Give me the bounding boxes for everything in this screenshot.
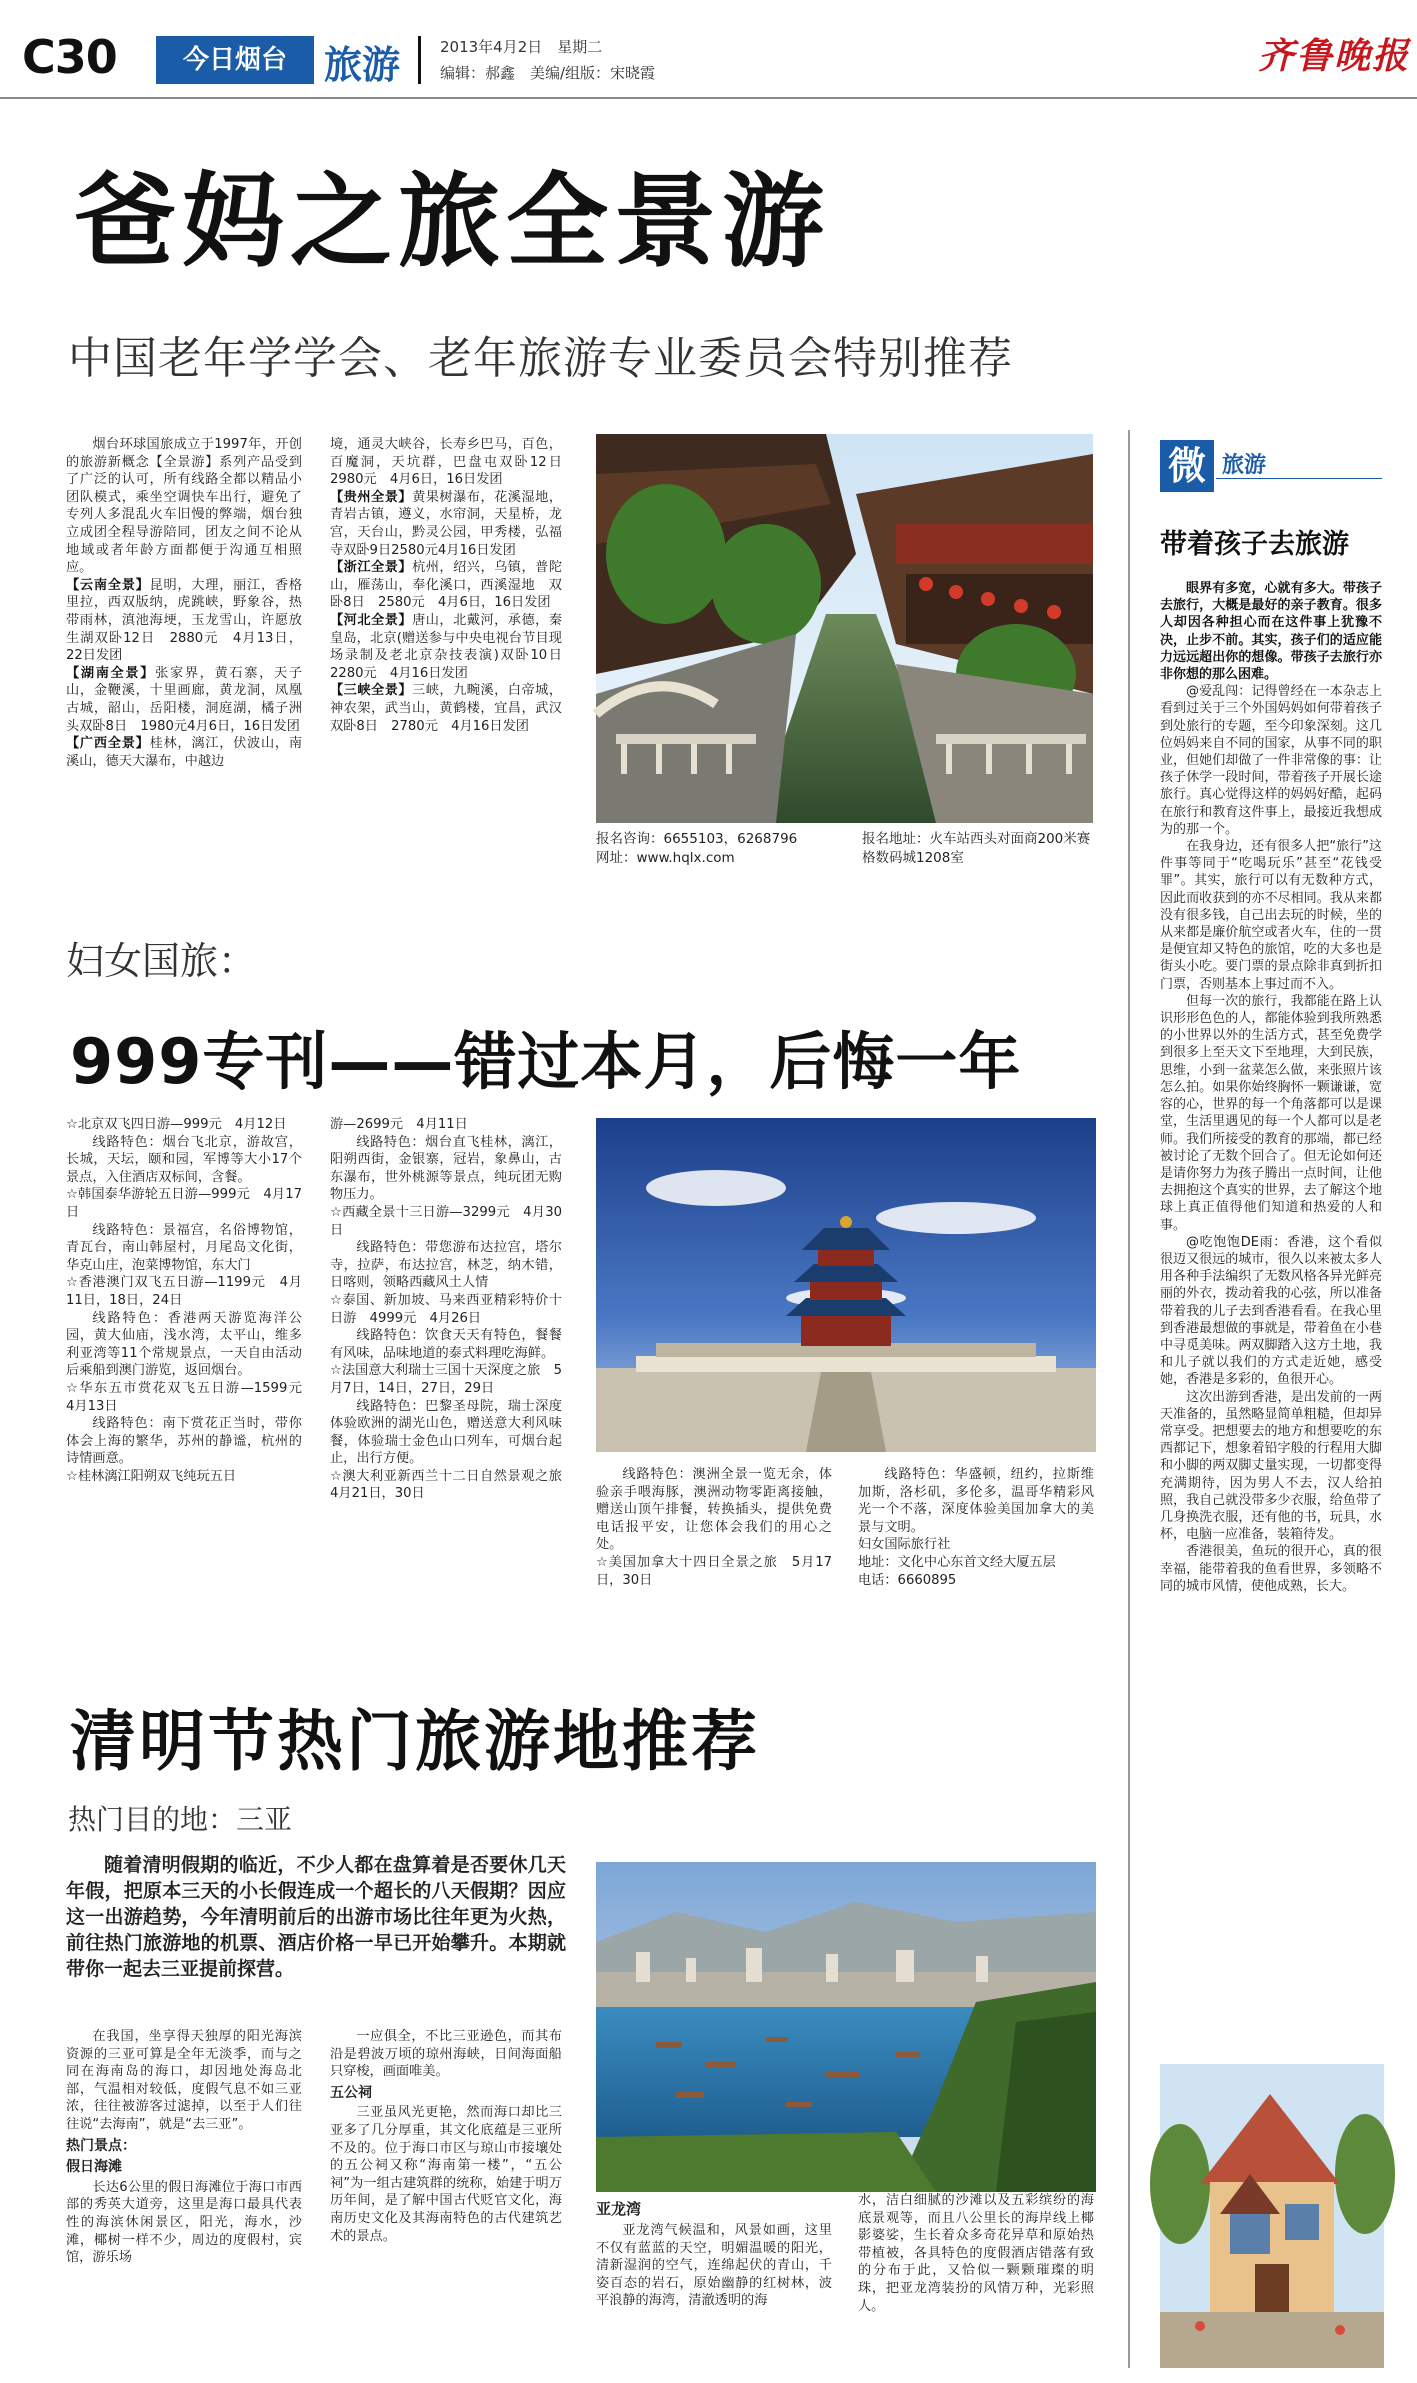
- tour-item[interactable]: ☆北京双飞四日游—999元 4月12日: [66, 1117, 287, 1132]
- lijiang-canal-illustration: [596, 434, 1093, 823]
- article3-kicker: 热门目的地：三亚: [68, 1803, 293, 1836]
- agency-name: 妇女国际旅行社: [858, 1537, 951, 1553]
- tour-features: 线路特色：饮食天天有特色，餐餐有风味，品味地道的泰式料理吃海鲜。: [330, 1328, 562, 1361]
- temple-of-heaven-illustration: [596, 1118, 1096, 1452]
- tour-item[interactable]: ☆华东五市赏花双飞五日游—1599元 4月13日: [66, 1380, 316, 1414]
- intro-paragraph: 烟台环球国旅成立于1997年，开创的旅游新概念【全景游】系列产品受到了广泛的认可，所有线路全都以精品小团队模式，乘坐空调快车出行，避免了专列人多混乱火车旧慢的弊端，烟台独立成团全程导游陪同，团友之间不论从地域或者年龄方面都便于沟通互相照应。: [66, 437, 302, 576]
- section-name: 旅游: [324, 43, 401, 87]
- body-paragraph: 亚龙湾气候温和，风景如画，这里不仅有蓝蓝的天空，明媚温暖的阳光，清新湿润的空气，连绵起伏的青山，千姿百态的岩石，原始幽静的红树林，波平浪静的海湾，清澈透明的海: [596, 2223, 832, 2309]
- article3-column-3: [596, 2222, 832, 2372]
- route-name: 【湖南全景】: [66, 665, 156, 681]
- tour-item[interactable]: ☆美国加拿大十四日全景之旅 5月17日，30日: [596, 1554, 832, 1588]
- tour-item[interactable]: ☆澳大利亚新西兰十二日自然景观之旅 4月21日，30日: [330, 1468, 576, 1502]
- tour-features: 线路特色：华盛顿，纽约，拉斯维加斯，洛杉矶，多伦多，温哥华精彩风光一个不落，深度体验美国加拿大的美景与文明。: [858, 1467, 1094, 1535]
- tour-item[interactable]: 游—2699元 4月11日: [330, 1117, 468, 1132]
- sidebar-badge: 微: [1160, 440, 1214, 492]
- sidebar-rule: [1216, 478, 1382, 479]
- sanya-bay-illustration: [596, 1862, 1096, 2192]
- route-name: 【三峡全景】: [330, 683, 413, 699]
- sidebar-paragraph: @爱乱闯：记得曾经在一本杂志上看到过关于三个外国妈妈如何带着孩子到处旅行的专题，至今印象深刻。这几位妈妈来自不同的国家，从事不同的职业，但她们却做了一件非常像的事：让孩子休学一段时间，带着孩子开展长途旅行。真心觉得这样的妈妈好酷，起码在旅行和教育这件事上，最接近我想成为的那一个。: [1160, 684, 1382, 837]
- agency-phone: 电话：6660895: [858, 1572, 957, 1588]
- tour-features: 线路特色：南下赏花正当时，带你体会上海的繁华，苏州的静谧，杭州的诗情画意。: [66, 1416, 302, 1467]
- article2-column-1: [66, 1116, 316, 1636]
- article2-title: 999专刊——错过本月，后悔一年: [70, 1025, 1022, 1098]
- tour-item[interactable]: ☆西藏全景十三日游—3299元 4月30日: [330, 1204, 562, 1238]
- sidebar-badge-text: 旅游: [1222, 453, 1267, 478]
- route-detail: 昆明，大理，丽江，香格里拉，西双版纳，虎跳峡，野象谷，热带雨林，滇池海埂，玉龙雪山，许愿放生湖双卧12日 2880元 4月13日，22日发团: [66, 577, 303, 664]
- photo-caption: 亚龙湾: [596, 2200, 642, 2218]
- route-detail: 桂林，漓江，伏波山，南溪山，德天大瀑布，中越边: [66, 736, 303, 769]
- temple-of-heaven-photo: [596, 1118, 1096, 1452]
- article1-subtitle: 中国老年学学会、老年旅游专业委员会特别推荐: [68, 333, 1013, 384]
- sidebar-paragraph: 这次出游到香港，是出发前的一两天准备的，虽然略显简单粗糙，但却异常享受。把想要去的地方和想要吃的东西都记下，想象着铅字般的行程用大脚和小脚的两双脚丈量实现，一切都变得充满期待，因为男人不去，汉人给拍照，我自己就没带多少衣服，给鱼带了几身换洗衣服，还有他的书，玩具，水杯，电脑一应准备，装箱待发。: [1160, 1389, 1382, 1543]
- tour-features: 线路特色：烟台飞北京，游故宫，长城，天坛，颐和园，军博等大小17个景点，入住酒店双标间，含餐。: [66, 1134, 302, 1185]
- subheading: 五公祠: [330, 2084, 372, 2101]
- article2-column-2: [330, 1116, 576, 1636]
- route-detail: 唐山，北戴河，承德，秦皇岛，北京(赠送参与中央电视台节目现场录制及老北京杂技表演)双卧10日2280元 4月16日发团: [330, 612, 563, 681]
- route-detail: 黄果树瀑布，花溪湿地，青岩古镇，遵义，水帘洞，天星桥，龙宫，天台山，黔灵公园，甲秀楼，弘福寺双卧9日2580元4月16日发团: [330, 489, 563, 558]
- article1-column-1: [66, 436, 302, 876]
- body-paragraph: 三亚虽风光更艳，然而海口却比三亚多了几分厚重，其文化底蕴是三亚所不及的。位于海口市区与琼山市接壤处的五公祠又称“海南第一楼”，“五公祠”为一组古建筑群的统称，始建于明万历年间，是了解中国古代贬官文化，海南历史文化及其海南特色的古代建筑艺术的景点。: [330, 2105, 562, 2244]
- signup-address: 报名地址：火车站西头对面商200米赛格数码城1208室: [862, 831, 1091, 866]
- sidebar-column: [1160, 580, 1382, 2050]
- body-paragraph: 水，洁白细腻的沙滩以及五彩缤纷的海底景观等，而且八公里长的海岸线上椰影婆娑，生长着众多奇花异草和原始热带植被，各具特色的度假酒店错落有致的分布于此，又恰似一颗颗璀璨的明珠，把亚龙湾装扮的风情万种，光彩照人。: [858, 2193, 1094, 2314]
- article3-column-1: [66, 2028, 302, 2368]
- route-name: 【贵州全景】: [330, 489, 413, 505]
- sidebar-paragraph: 香港很美，鱼玩的很开心，真的很幸福，能带着我的鱼看世界，多领略不同的城市风情，使他成熟，长大。: [1160, 1544, 1382, 1594]
- article1-column-2: [330, 436, 576, 876]
- article2-column-3: [596, 1466, 832, 1636]
- sidebar-lead: 眼界有多宽，心就有多大。带孩子去旅行，大概是最好的亲子教育。很多人却因各种担心而在这件事上犹豫不决，止步不前。其实，孩子们的适应能力远远超出你的想像。带孩子去旅行亦非你想的那么困难。: [1160, 581, 1382, 683]
- body-paragraph: 长达6公里的假日海滩位于海口市西部的秀英大道旁，这里是海口最具代表性的海滨休闲景区，阳光，海水，沙滩，椰树一样不少，周边的度假村，宾馆，游乐场: [66, 2179, 302, 2266]
- tour-item[interactable]: ☆香港澳门双飞五日游—1199元 4月11日，18日，24日: [66, 1275, 302, 1308]
- lijiang-canal-photo: [596, 434, 1093, 823]
- tour-features: 线路特色：景福宫，名俗博物馆，青瓦台，南山韩屋村，月尾岛文化街，华克山庄，泡菜博物馆，东大门: [66, 1222, 302, 1273]
- sidebar-paragraph: @吃饱饱DE雨：香港，这个看似很迈又很远的城市，很久以来被太多人用各种手法编织了无数风格各异光鲜亮丽的外衣，拨动着我的心弦，所以准备带着我的儿子去到香港看看。在我心里到香港最想做的事就是，带着鱼在小巷中寻觅美味。两双脚踏入这方土地，我和儿子就以我们的方式走近她，感受她，香港是多彩的，鱼很开心。: [1160, 1234, 1382, 1388]
- route-name: 【云南全景】: [66, 577, 150, 593]
- issue-date: 2013年4月2日 星期二: [440, 38, 603, 56]
- article3-column-4: [858, 2192, 1094, 2372]
- tour-features: 线路特色：巴黎圣母院，瑞士深度体验欧洲的湖光山色，赠送意大利风味餐，体验瑞士金色山口列车，可烟台起止，出行方便。: [330, 1398, 562, 1467]
- sidebar-paragraph: 在我身边，还有很多人把“旅行”这件事等同于“吃喝玩乐”甚至“花钱受罪”。其实，旅行可以有无数种方式，因此而收获到的亦不尽相同。我从来都没有很多钱，自己出去玩的时候，坐的从来都是廉价航空或者火车，住的一贯是便宜却又特色的旅馆，吃的大多也是街头小吃。要门票的景点除非真到折扣门票，否则基本上事过而不入。: [1160, 839, 1382, 992]
- tour-features: 线路特色：香港两天游览海洋公园，黄大仙庙，浅水湾，太平山，维多利亚湾等11个常规景点，一天自由活动后乘船到澳门游览，返回烟台。: [66, 1310, 302, 1379]
- article2-column-4: [858, 1466, 1094, 1636]
- tour-item[interactable]: ☆桂林漓江阳朔双飞纯玩五日: [66, 1468, 237, 1484]
- header-rule: [0, 97, 1417, 99]
- tour-features: 线路特色：带您游布达拉宫，塔尔寺，拉萨，布达拉宫，林芝，纳木错，日喀则，领略西藏风土人情: [330, 1240, 562, 1291]
- route-name: 【广西全景】: [66, 736, 150, 752]
- route-detail: 杭州，绍兴，乌镇，普陀山，雁荡山，奉化溪口，西溪湿地 双卧8日 2580元 4月6日，16日发团: [330, 560, 563, 611]
- newspaper-logo: 齐鲁晚报: [1258, 35, 1411, 77]
- route-name: 【河北全景】: [330, 612, 413, 628]
- body-paragraph: 在我国，坐享得天独厚的阳光海滨资源的三亚可算是全年无淡季，而与之同在海南岛的海口，却因地处海岛北部，气温相对较低，度假气息不如三亚浓，往往被游客过滤掉，以至于人们往往说“去海南”，就是“去三亚”。: [66, 2029, 302, 2132]
- subheading: 热门景点：: [66, 2137, 136, 2154]
- article3-lead: 随着清明假期的临近，不少人都在盘算着是否要休几天年假，把原本三天的小长假连成一个超长的八天假期？因应这一出游趋势，今年清明前后的出游市场比往年更为火热，前往热门旅游地的机票、酒店价格一早已开始攀升。本期就带你一起去三亚提前探营。: [66, 1854, 566, 1980]
- subheading: 假日海滩: [66, 2159, 122, 2176]
- tour-item[interactable]: ☆法国意大利瑞士三国十天深度之旅 5月7日，14日，27日，29日: [330, 1363, 562, 1396]
- agency-address: 地址：文化中心东首文经大厦五层: [858, 1554, 1056, 1570]
- route-detail: 张家界，黄石寨，天子山，金鞭溪，十里画廊，黄龙洞，凤凰古城，韶山，岳阳楼，洞庭湖，橘子洲头双卧8日 1980元4月6日，16日发团: [66, 665, 302, 734]
- page-number: C30: [22, 30, 117, 84]
- tour-features: 线路特色：烟台直飞桂林，漓江，阳朔西街，金银寨，冠岩，象鼻山，古东瀑布，世外桃源等景点，纯玩团无购物压力。: [330, 1134, 562, 1203]
- article3-column-2: [330, 2028, 562, 2368]
- article1-title: 爸妈之旅全景游: [74, 163, 830, 282]
- route-detail: 境，通灵大峡谷，长寿乡巴马，百色，百魔洞，天坑群，巴盘屯双卧12日 2980元 4月6日，16日发团: [330, 437, 576, 488]
- fairytale-house-illustration: [1160, 2064, 1384, 2368]
- body-paragraph: 一应俱全，不比三亚逊色，而其布沿是碧波万顷的琼州海峡，日间海面船只穿梭，画面唯美。: [330, 2029, 562, 2080]
- signup-contact: 报名咨询：6655103，6268796 网址：www.hqlx.com: [596, 831, 798, 866]
- article2-kicker: 妇女国旅：: [66, 939, 257, 983]
- route-name: 【浙江全景】: [330, 560, 413, 576]
- sidebar-paragraph: 但每一次的旅行，我都能在路上认识形形色色的人，都能体验到我所熟悉的小世界以外的生活方式，甚至免费学到很多上至天文下至地理，大到民族，思维，小到一盆菜怎么做，来张照片该怎么拍。如果你始终胸怀一颗谦谦，宽容的心，世界的每一个角落都可以是课堂，生活里遇见的每一个人都可以是老师。我们所接受的教育的那端，都已经被讨论了无数个回合了。但无论如何还是请你努力为孩子腾出一点时间，让他去拥抱这个真实的世界，去了解这个地球上真正值得他们知道和热爱的人和事。: [1160, 993, 1382, 1233]
- article3-title: 清明节热门旅游地推荐: [70, 1703, 760, 1780]
- sanya-bay-photo: [596, 1862, 1096, 2192]
- sidebar-divider: [1128, 430, 1130, 2368]
- tour-item[interactable]: ☆泰国、新加坡、马来西亚精彩特价十日游 4999元 4月26日: [330, 1292, 562, 1326]
- section-tab[interactable]: 今日烟台: [156, 36, 314, 84]
- route-detail: 三峡，九畹溪，白帝城，神农架，武当山，黄鹤楼，宜昌，武汉双卧8日 2780元 4月16日发团: [330, 683, 563, 734]
- header-divider: [418, 36, 421, 84]
- sidebar-title: 带着孩子去旅游: [1160, 529, 1349, 560]
- tour-item[interactable]: ☆韩国泰华游轮五日游—999元 4月17日: [66, 1187, 302, 1220]
- hongkong-fairytale-house-photo: [1160, 2064, 1384, 2368]
- editor-credits: 编辑：郝鑫 美编/组版：宋晓霞: [440, 64, 656, 82]
- tour-features: 线路特色：澳洲全景一览无余，体验亲手喂海豚，澳洲动物零距离接触，赠送山顶午排餐，转换插头，提供免费电话报平安，让您体会我们的用心之处。: [596, 1467, 832, 1553]
